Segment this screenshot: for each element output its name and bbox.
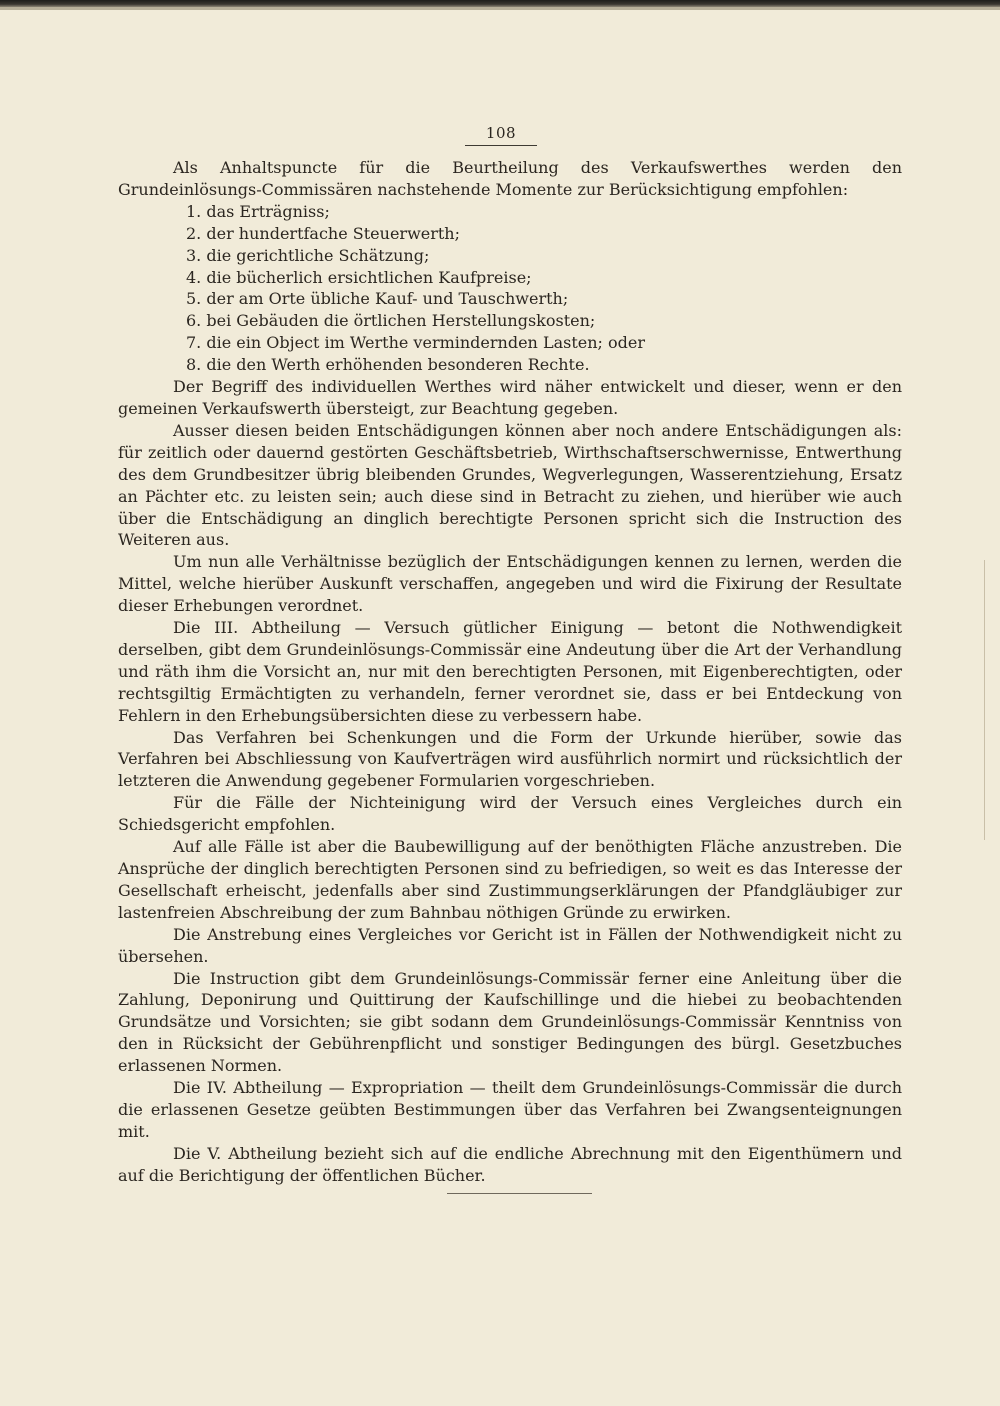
- list-item: 6. bei Gebäuden die örtlichen Herstellungskosten;: [186, 311, 596, 331]
- body-text: [118, 157, 902, 1187]
- paragraph: Die IV. Abtheilung — Expropriation — theilt dem Grundeinlösungs-Commissär die durch die erlassenen Gesetze geübten Bestimmungen über das Verfahren bei Zwangsenteignungen mit.: [118, 1078, 902, 1141]
- paragraph: Die III. Abtheilung — Versuch gütlicher Einigung — betont die Nothwendigkeit derselben, gibt dem Grundeinlösungs-Commissär eine Andeutung über die Art der Verhandlung und räth ihm die Vorsicht an, nur mit den berechtigten Personen, mit Eigenberechtigten, oder rechtsgiltig Ermächtigten zu verhandeln, ferner verordnet sie, dass er bei Entdeckung von Fehlern in den Erhebungsübersichten diese zu verbessern habe.: [118, 618, 902, 725]
- list-item: 7. die ein Object im Werthe vermindernden Lasten; oder: [186, 333, 645, 353]
- top-rule: [0, 7, 1000, 10]
- list-item: 2. der hundertfache Steuerwerth;: [186, 223, 460, 243]
- paragraph: Die Instruction gibt dem Grundeinlösungs-Commissär ferner eine Anleitung über die Zahlung, Deponirung und Quittirung der Kaufschillinge und die hiebei zu beobachtenden Grundsätze und Vorsichten; sie gibt sodann dem Grundeinlösungs-Commissär Kenntniss von den in Rücksicht der Gebührenpflicht und sonstiger Bedingungen des bürgl. Gesetzbuches erlassenen Normen.: [118, 968, 902, 1076]
- list-item: 3. die gerichtliche Schätzung;: [186, 245, 430, 265]
- paragraph: Die V. Abtheilung bezieht sich auf die endliche Abrechnung mit den Eigenthümern und auf die Berichtigung der öffentlichen Bücher.: [118, 1143, 902, 1185]
- paragraph: Das Verfahren bei Schenkungen und die Form der Urkunde hierüber, sowie das Verfahren bei Abschliessung von Kaufverträgen wird ausführlich normirt und rücksichtlich der letzteren die Anwendung gegebener Formularien vorgeschrieben.: [118, 727, 902, 791]
- paragraph: Die Anstrebung eines Vergleiches vor Gericht ist in Fällen der Nothwendigkeit nicht zu übersehen.: [118, 924, 902, 966]
- intro-paragraph: Als Anhaltspuncte für die Beurtheilung des Verkaufswerthes werden den Grundeinlösungs-Commissären nachstehende Momente zur Berücksichtigung empfohlen:: [118, 158, 902, 199]
- list-item: 5. der am Orte übliche Kauf- und Tauschwerth;: [186, 289, 569, 309]
- list-item: 1. das Erträgniss;: [186, 201, 330, 221]
- closing-rule: [447, 1193, 592, 1194]
- paragraph: Um nun alle Verhältnisse bezüglich der Entschädigungen kennen zu lernen, werden die Mittel, welche hierüber Auskunft verschaffen, angegeben und wird die Fixirung der Resultate dieser Erhebungen verordnet.: [118, 552, 902, 616]
- top-scan-edge: [0, 0, 1000, 7]
- paragraph: Der Begriff des individuellen Werthes wird näher entwickelt und dieser, wenn er den gemeinen Verkaufswerth übersteigt, zur Beachtung gegeben.: [118, 377, 902, 418]
- criteria-list: [118, 201, 902, 376]
- paragraph: Auf alle Fälle ist aber die Baubewilligung auf der benöthigten Fläche anzustreben. Die Ansprüche der dinglich berechtigten Personen sind zu befriedigen, so weit es das Interesse der Gesellschaft erheischt, jedenfalls aber sind Zustimmungserklärungen der Pfandgläubiger zur lastenfreien Abschreibung der zum Bahnbau nöthigen Gründe zu erwirken.: [118, 837, 902, 922]
- page-edge-mark: [984, 560, 985, 840]
- list-item: 4. die bücherlich ersichtlichen Kaufpreise;: [186, 267, 532, 287]
- page-number: 108: [465, 124, 537, 146]
- paragraph: Für die Fälle der Nichteinigung wird der Versuch eines Vergleiches durch ein Schiedsgericht empfohlen.: [118, 793, 902, 835]
- paragraph: Ausser diesen beiden Entschädigungen können aber noch andere Entschädigungen als: für zeitlich oder dauernd gestörten Geschäftsbetrieb, Wirthschaftserschwernisse, Entwerthung des dem Grundbesitzer übrig bleibenden Grundes, Wegverlegungen, Wasserentziehung, Ersatz an Pächter etc. zu leisten sein; auch diese sind in Betracht zu ziehen, und hierüber wie auch über die Entschädigung an dinglich berechtigte Personen spricht sich die Instruction des Weiteren aus.: [118, 420, 902, 550]
- list-item: 8. die den Werth erhöhenden besonderen Rechte.: [186, 355, 590, 375]
